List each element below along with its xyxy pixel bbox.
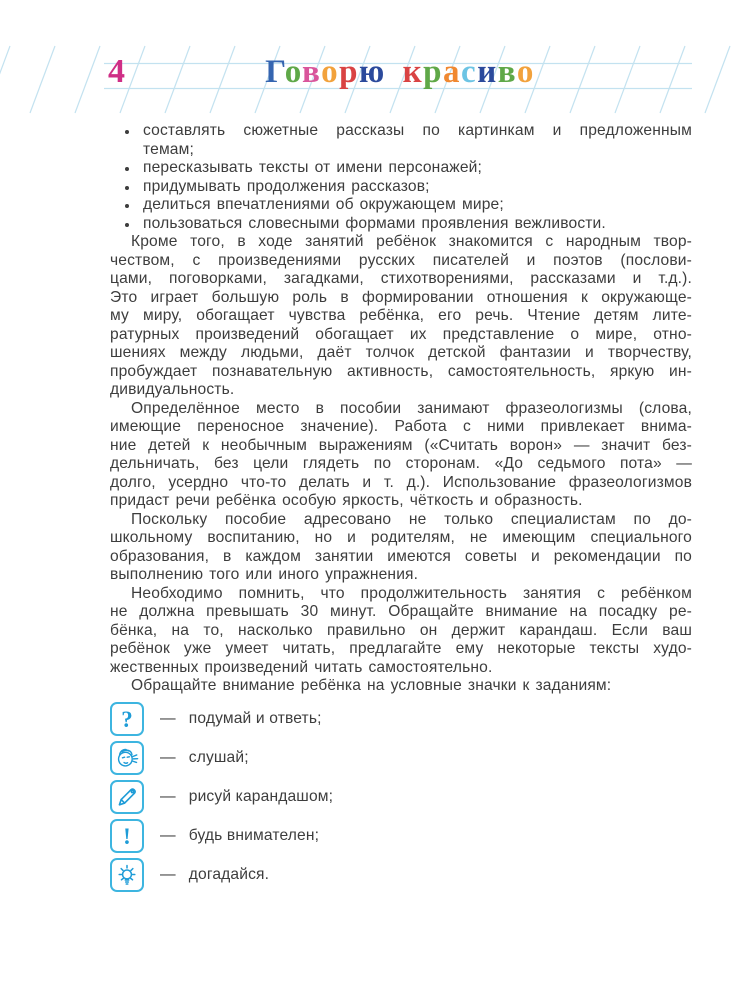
title-letter: о xyxy=(516,54,535,90)
text-line: придумывать продолжения рассказов; xyxy=(143,177,430,195)
legend-text: рисуй карандашом; xyxy=(188,788,334,805)
text-line: шениях между людьми, даёт толчок детской фантазии и творчеству, xyxy=(110,344,692,361)
legend-dash: — xyxy=(160,788,176,805)
text-line: Поскольку пособие адресовано не только специалистам по до- xyxy=(131,510,692,528)
text-line: пользоваться словесными формами проявления вежливости. xyxy=(143,214,606,232)
legend-dash: — xyxy=(160,749,176,766)
legend-row xyxy=(110,819,319,853)
text-line: ние детей к необычным выражениям («Считать ворон» — значит без- xyxy=(110,436,692,454)
bullet-dot-icon xyxy=(125,223,129,227)
bullet-list-line xyxy=(110,215,692,234)
paragraph-line xyxy=(110,529,692,548)
title-letter: в xyxy=(497,54,517,90)
text-line: му миру, обогащает чувства ребёнка, его речь. Чтение детям лите- xyxy=(110,307,692,324)
text-line: школьному воспитанию, но и родителям, не имеющим специального xyxy=(110,529,692,546)
paragraph-line xyxy=(110,566,692,585)
text-line: ребёнок уже умеет читать, предлагайте ему некоторые тексты худо- xyxy=(110,640,692,657)
paragraph-line xyxy=(110,585,692,604)
text-line: ратурных произведений обогащает их представление о мире, отно- xyxy=(110,325,692,343)
paragraph-line xyxy=(110,603,692,622)
bullet-list-line xyxy=(110,178,692,197)
legend-text: догадайся. xyxy=(188,866,270,883)
bullet-list-line xyxy=(110,122,692,141)
paragraph-line xyxy=(110,400,692,419)
paragraph-line xyxy=(110,437,692,456)
legend-label xyxy=(160,788,333,806)
text-line: делиться впечатлениями об окружающем мире; xyxy=(143,196,504,213)
pencil-icon xyxy=(110,780,144,814)
legend-row xyxy=(110,780,333,814)
title-letter: в xyxy=(301,54,322,90)
text-line: пробуждает познавательную активность, самостоятельность, яркую ин- xyxy=(110,362,692,380)
paragraph-line xyxy=(110,326,692,345)
paragraph-line xyxy=(110,474,692,493)
listening-face-icon xyxy=(110,741,144,775)
lightbulb-icon xyxy=(110,858,144,892)
title-letter: ю xyxy=(358,54,386,90)
page-header xyxy=(0,0,742,125)
legend-dash: — xyxy=(160,710,176,727)
paragraph-line xyxy=(110,455,692,474)
text-line: чеством, с произведениями русских писателей и поэтов (послови- xyxy=(110,251,692,269)
paragraph-line xyxy=(110,640,692,659)
text-line: жественных произведений читать самостоятельно. xyxy=(110,658,493,676)
text-line: выполнению того или иного упражнения. xyxy=(110,566,419,583)
legend-row xyxy=(110,702,322,736)
legend-text: слушай; xyxy=(188,749,249,766)
title-letter: а xyxy=(443,54,462,90)
paragraph-line xyxy=(110,381,692,400)
text-line: Обращайте внимание ребёнка на условные значки к заданиям: xyxy=(131,677,612,694)
paragraph-line xyxy=(110,307,692,326)
paragraph-line xyxy=(110,344,692,363)
paragraph-line xyxy=(110,233,692,252)
text-line: дивидуальность. xyxy=(110,381,235,398)
paragraph-line xyxy=(110,363,692,382)
legend-row xyxy=(110,858,269,892)
text-line: Необходимо помнить, что продолжительность занятия с ребёнком xyxy=(131,584,692,602)
text-line: цами, поговорками, загадками, стихотворениями, рассказами и т.д.). xyxy=(110,270,692,287)
bullet-list-line xyxy=(110,141,692,160)
bullet-list-line xyxy=(110,196,692,215)
paragraph-line xyxy=(110,677,692,696)
text-line: образования, в каждом занятии имеются советы и рекомендации по xyxy=(110,547,692,565)
bullet-dot-icon xyxy=(125,130,129,134)
text-line: Определённое место в пособии занимают фразеологизмы (слова, xyxy=(131,399,692,417)
legend-label xyxy=(160,710,322,728)
legend-row xyxy=(110,741,249,775)
text-line: бёнка, на то, насколько правильно он держит карандаш. Если ваш xyxy=(110,621,692,639)
bullet-dot-icon xyxy=(125,186,129,190)
bullet-dot-icon xyxy=(125,167,129,171)
question-icon-glyph: ? xyxy=(121,706,133,732)
title-letter: р xyxy=(339,54,359,90)
paragraph-line xyxy=(110,548,692,567)
paragraph-line xyxy=(110,492,692,511)
bullet-dot-icon xyxy=(125,204,129,208)
title-letter: Г xyxy=(265,54,285,90)
legend-label xyxy=(160,827,319,845)
paragraph-line xyxy=(110,270,692,289)
legend-text: подумай и ответь; xyxy=(188,710,322,727)
exclamation-icon-glyph: ! xyxy=(123,823,131,849)
legend-dash: — xyxy=(160,827,176,844)
paragraph-line xyxy=(110,289,692,308)
text-line: имеющие переносное значение). Работа с ними привлекает внима- xyxy=(110,418,692,435)
page-number: 4 xyxy=(108,53,125,90)
text-line: Кроме того, в ходе занятий ребёнок знакомится с народным твор- xyxy=(131,233,692,250)
legend-label xyxy=(160,749,249,767)
text-line: пересказывать тексты от имени персонажей; xyxy=(143,159,483,176)
legend-dash: — xyxy=(160,866,176,883)
text-line: не должна превышать 30 минут. Обращайте внимание на посадку ре- xyxy=(110,603,692,620)
title-letter: р xyxy=(423,54,444,90)
title-letter: к xyxy=(402,54,424,90)
legend-label xyxy=(160,866,269,884)
text-line: долго, усердно что-то делать и т. д.). Использование фразеологизмов xyxy=(110,473,692,491)
text-line: темам; xyxy=(143,140,194,158)
paragraph-line xyxy=(110,511,692,530)
paragraph-line xyxy=(110,418,692,437)
question-icon xyxy=(110,702,144,736)
text-line: составлять сюжетные рассказы по картинкам и предложенным xyxy=(143,122,692,139)
title-letter: с xyxy=(461,54,478,90)
text-line: дельничать, без цели глядеть по сторонам. «До седьмого пота» — xyxy=(110,455,692,472)
body-text xyxy=(110,122,692,696)
text-line: придаст речи ребёнка особую яркость, чёткость и образность. xyxy=(110,492,583,509)
text-line: Это играет большую роль в формировании отношения к окружающе- xyxy=(110,288,692,306)
title-letter: о xyxy=(321,54,340,90)
paragraph-line xyxy=(110,622,692,641)
page-title xyxy=(110,54,690,90)
legend-text: будь внимателен; xyxy=(188,827,320,844)
title-letter: и xyxy=(477,54,498,90)
title-letter: о xyxy=(284,54,302,90)
bullet-list-line xyxy=(110,159,692,178)
paragraph-line xyxy=(110,659,692,678)
exclamation-icon xyxy=(110,819,144,853)
paragraph-line xyxy=(110,252,692,271)
